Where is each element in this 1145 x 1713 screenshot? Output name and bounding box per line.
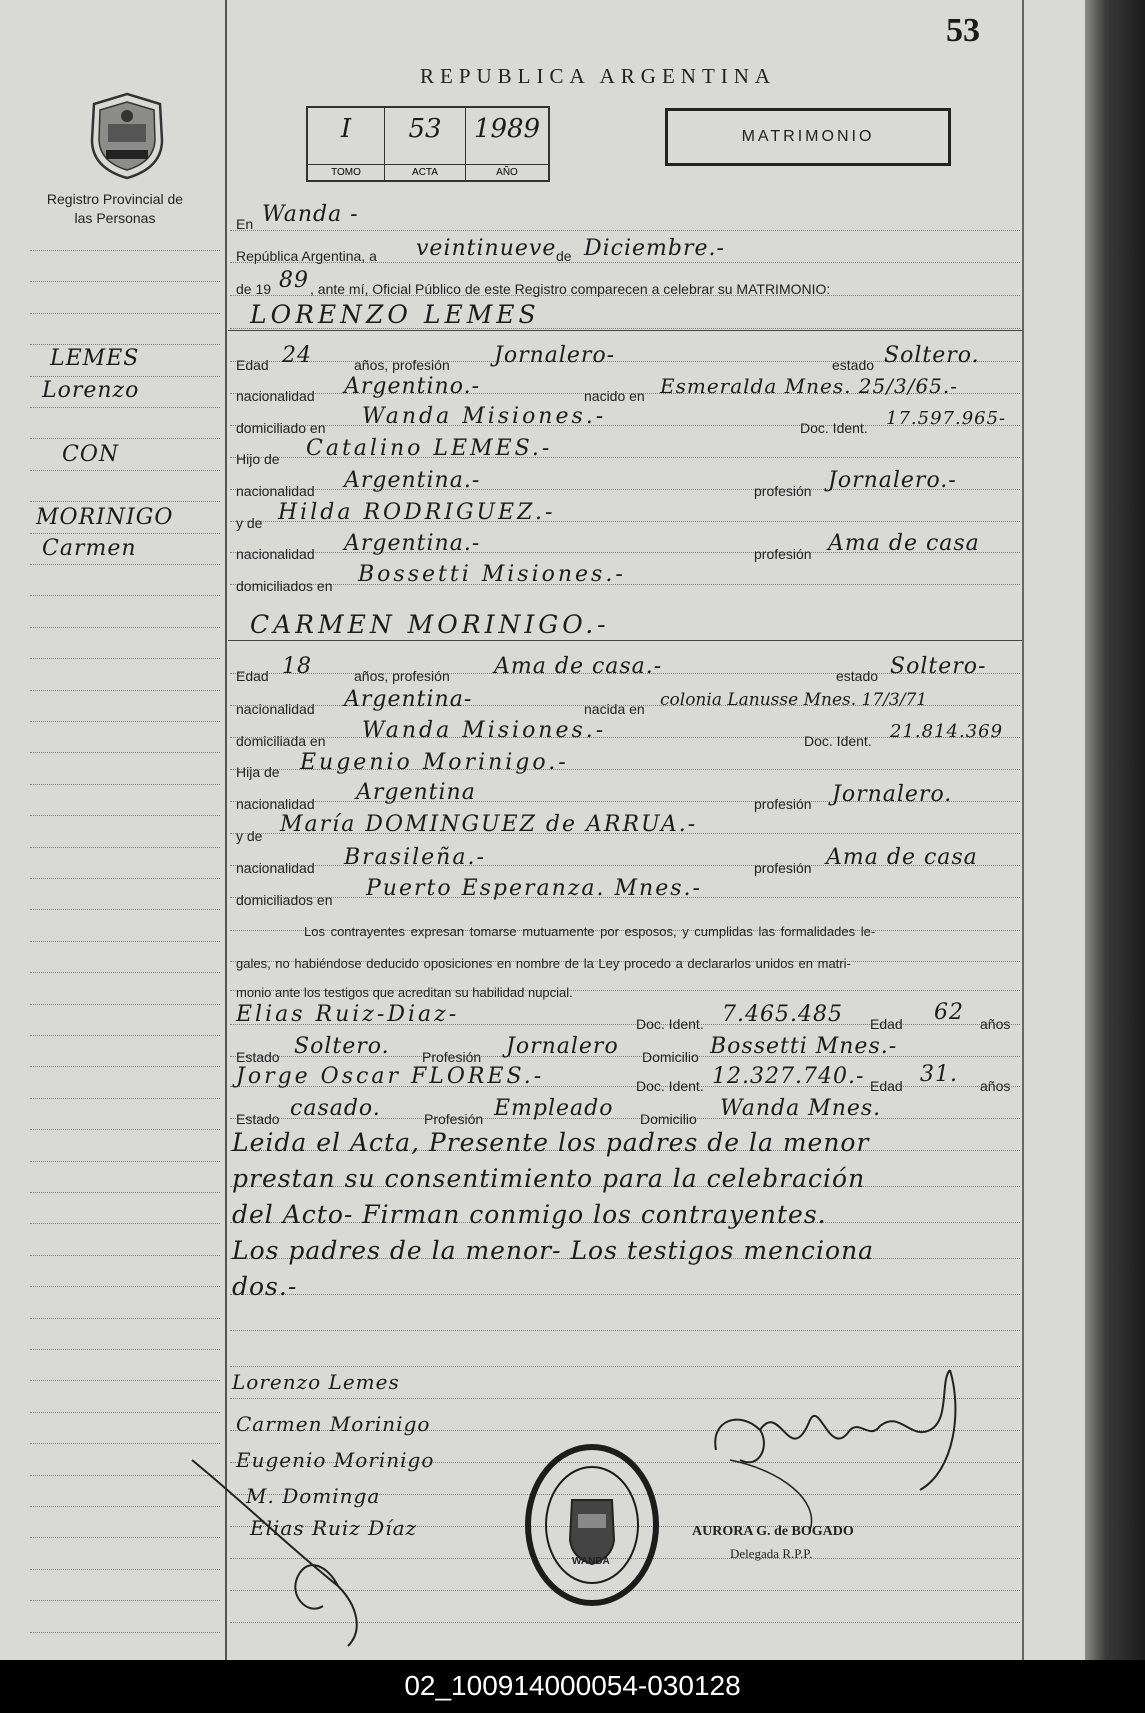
bride-doc-label: Doc. Ident.: [804, 733, 872, 749]
witness-doc-label: Doc. Ident.: [636, 1078, 704, 1094]
bride-yde-label: y de: [236, 828, 263, 844]
bride-madre-nac: Brasileña.-: [344, 845, 486, 870]
witness-profesion: Empleado: [494, 1096, 614, 1121]
margin-rule: [30, 564, 220, 565]
margin-rule: [30, 1318, 220, 1319]
margin-note: CON: [62, 442, 120, 467]
section-divider: [228, 330, 1022, 331]
margin-rule: [30, 1004, 220, 1005]
margin-rule: [30, 1380, 220, 1381]
declaration-line: monio ante los testigos que acreditan su habilidad nupcial.: [236, 985, 573, 1000]
bride-nacida-label: nacida en: [584, 701, 645, 717]
bride-padre: Eugenio Morinigo.-: [300, 750, 569, 775]
margin-divider: [225, 0, 227, 1660]
form-rule: [230, 230, 1020, 231]
margin-note: Lorenzo: [42, 378, 140, 403]
groom-domicilio: Wanda Misiones.-: [362, 404, 607, 429]
margin-rule: [30, 627, 220, 628]
official-signature: [700, 1360, 980, 1540]
groom-padre-prof-label: profesión: [754, 483, 812, 499]
margin-rule: [30, 941, 220, 942]
record-reference-box: [306, 106, 550, 182]
bride-madre: María DOMINGUEZ de ARRUA.-: [280, 812, 698, 837]
bride-madre-nac-label: nacionalidad: [236, 860, 315, 876]
margin-rule: [30, 1412, 220, 1413]
groom-profesion: Jornalero-: [494, 343, 616, 368]
form-rule: [230, 1294, 1020, 1295]
signature: M. Dominga: [246, 1484, 381, 1508]
margin-rule: [30, 1129, 220, 1130]
groom-madre-nac-label: nacionalidad: [236, 546, 315, 562]
anio-value: 1989: [473, 114, 541, 144]
footer-code: 02_100914000054-030128: [404, 1670, 741, 1701]
groom-nac-label: nacionalidad: [236, 388, 315, 404]
groom-padre: Catalino LEMES.-: [306, 436, 553, 461]
witness-dom-label: Domicilio: [642, 1049, 699, 1065]
groom-estado: Soltero.: [884, 343, 980, 368]
en-label: En: [236, 216, 254, 232]
act-type-box: MATRIMONIO: [665, 108, 951, 166]
groom-estado-label: estado: [832, 357, 875, 373]
note-line: prestan su consentimiento para la celebración: [232, 1164, 866, 1193]
declaration-line: gales, no habiéndose deducido oposiciones en nombre de la Ley procedo a declararlos unidos en matri-: [236, 956, 851, 971]
groom-prof-label: años, profesión: [354, 357, 450, 373]
groom-edad-label: Edad: [236, 357, 269, 373]
bride-nacionalidad: Argentina-: [344, 687, 473, 712]
margin-rule: [30, 501, 220, 502]
margin-rule: [30, 313, 220, 314]
bride-profesion: Ama de casa.-: [494, 654, 663, 679]
witness-doc: 12.327.740.-: [712, 1064, 865, 1089]
groom-edad: 24: [282, 343, 312, 368]
margin-rule: [30, 407, 220, 408]
acta-label: ACTA: [385, 164, 465, 178]
witness-doc: 7.465.485: [722, 1002, 843, 1027]
margin-rule: [30, 1161, 220, 1162]
year-suffix: 89: [279, 268, 309, 293]
month-value: Diciembre.-: [584, 236, 725, 261]
republica-label: República Argentina, a: [236, 248, 377, 264]
groom-dom-label: domiciliado en: [236, 420, 326, 436]
book-binding-edge: [1085, 0, 1145, 1660]
margin-rule: [30, 1443, 220, 1444]
bride-dom-label: domiciliada en: [236, 733, 326, 749]
groom-padre-nac: Argentina.-: [344, 468, 481, 493]
groom-nacionalidad: Argentino.-: [344, 374, 481, 399]
margin-rule: [30, 1098, 220, 1099]
bride-doms-label: domiciliados en: [236, 892, 333, 908]
groom-name: LORENZO LEMES: [250, 300, 540, 329]
witness-estado-label: Estado: [236, 1049, 280, 1065]
groom-madre-nac: Argentina.-: [344, 531, 481, 556]
groom-padres-dom: Bossetti Misiones.-: [358, 562, 626, 587]
witness-name: Elias Ruiz-Diaz-: [236, 1002, 460, 1027]
groom-madre-prof-label: profesión: [754, 546, 812, 562]
margin-rule: [30, 878, 220, 879]
margin-rule: [30, 1255, 220, 1256]
witness-name: Jorge Oscar FLORES.-: [236, 1064, 545, 1089]
witness-dom-label: Domicilio: [640, 1111, 697, 1127]
witness-anos-label: años: [980, 1016, 1011, 1032]
margin-rule: [30, 250, 220, 251]
scan-footer: [0, 1660, 1145, 1713]
country-title: REPUBLICA ARGENTINA: [420, 64, 777, 88]
groom-padre-prof: Jornalero.-: [828, 468, 957, 493]
acta-cell: [385, 108, 466, 180]
margin-note: Carmen: [42, 536, 137, 561]
de-label: de: [556, 248, 572, 264]
margin-rule: [30, 376, 220, 377]
note-line: dos.-: [232, 1272, 298, 1301]
witness-edad: 31.: [920, 1062, 958, 1087]
bride-padre-nac: Argentina: [356, 780, 476, 805]
margin-note: LEMES: [50, 346, 140, 371]
bride-estado-label: estado: [836, 668, 879, 684]
bride-edad: 18: [282, 654, 312, 679]
note-line: Leida el Acta, Presente los padres de la menor: [232, 1128, 870, 1157]
groom-yde-label: y de: [236, 515, 263, 531]
declaration-line: Los contrayentes expresan tomarse mutuamente por esposos, y cumplidas las formalidades le-: [304, 924, 876, 939]
witness-prof-label: Profesión: [424, 1111, 484, 1127]
groom-doc: 17.597.965-: [886, 408, 1007, 429]
right-border: [1022, 0, 1024, 1660]
witness-estado: casado.: [290, 1096, 381, 1121]
witness-estado-label: Estado: [236, 1111, 280, 1127]
bride-padres-dom: Puerto Esperanza. Mnes.-: [366, 876, 702, 901]
margin-rule: [30, 847, 220, 848]
bride-padre-nac-label: nacionalidad: [236, 796, 315, 812]
bride-nac-label: nacionalidad: [236, 701, 315, 717]
margin-rule: [30, 658, 220, 659]
witness-edad-label: Edad: [870, 1078, 903, 1094]
witness-anos-label: años: [980, 1078, 1011, 1094]
margin-rule: [30, 721, 220, 722]
groom-madre: Hilda RODRIGUEZ.-: [278, 500, 556, 525]
margin-note: MORINIGO: [36, 505, 174, 530]
bride-madre-prof-label: profesión: [754, 860, 812, 876]
witness-domicilio: Bossetti Mnes.-: [710, 1034, 898, 1059]
bride-madre-prof: Ama de casa: [826, 845, 978, 870]
bride-prof-label: años, profesión: [354, 668, 450, 684]
groom-doc-label: Doc. Ident.: [800, 420, 868, 436]
registry-label: Registro Provincial de las Personas: [46, 191, 184, 226]
bride-edad-label: Edad: [236, 668, 269, 684]
margin-rule: [30, 1286, 220, 1287]
bride-estado: Soltero-: [890, 654, 987, 679]
margin-rule: [30, 1066, 220, 1067]
margin-rule: [30, 533, 220, 534]
signature: Elias Ruiz Díaz: [250, 1516, 418, 1540]
witness-doc-label: Doc. Ident.: [636, 1016, 704, 1032]
margin-rule: [30, 595, 220, 596]
margin-rule: [30, 690, 220, 691]
groom-nacido: Esmeralda Mnes. 25/3/65.-: [660, 374, 959, 398]
bride-domicilio: Wanda Misiones.-: [362, 718, 607, 743]
groom-hijo-label: Hijo de: [236, 451, 280, 467]
anio-cell: [466, 108, 548, 180]
signature: Lorenzo Lemes: [232, 1370, 400, 1394]
place-value: Wanda -: [262, 202, 359, 227]
note-line: del Acto- Firman conmigo los contrayentes.: [232, 1200, 827, 1229]
bride-padre-prof-label: profesión: [754, 796, 812, 812]
statement: , ante mí, Oficial Público de este Registro comparecen a celebrar su MATRIMONIO:: [310, 281, 831, 297]
tomo-cell: [308, 108, 385, 180]
tomo-value: I: [340, 114, 352, 144]
official-role: Delegada R.P.P.: [730, 1546, 813, 1561]
official-name: AURORA G. de BOGADO: [692, 1524, 854, 1539]
bride-hija-label: Hija de: [236, 764, 280, 780]
acta-value: 53: [408, 114, 442, 144]
bride-name: CARMEN MORINIGO.-: [250, 610, 610, 639]
note-line: Los padres de la menor- Los testigos menciona: [232, 1236, 875, 1265]
margin-rule: [30, 972, 220, 973]
tomo-label: TOMO: [308, 164, 384, 178]
margin-rule: [30, 1223, 220, 1224]
bride-nacida: colonia Lanusse Mnes. 17/3/71: [660, 690, 928, 710]
groom-padre-nac-label: nacionalidad: [236, 483, 315, 499]
crest-icon: [82, 90, 172, 182]
margin-rule: [30, 438, 220, 439]
witness-edad: 62: [934, 1000, 964, 1025]
margin-rule: [30, 784, 220, 785]
signature: Carmen Morinigo: [236, 1412, 431, 1436]
groom-doms-label: domiciliados en: [236, 578, 333, 594]
groom-madre-prof: Ama de casa: [828, 531, 980, 556]
margin-rule: [30, 1192, 220, 1193]
groom-nacido-label: nacido en: [584, 388, 645, 404]
seal-text-bottom: WANDA: [572, 1556, 610, 1567]
margin-rule: [30, 1349, 220, 1350]
signature: Eugenio Morinigo: [236, 1448, 435, 1472]
witness-profesion: Jornalero: [506, 1034, 619, 1059]
bride-padre-prof: Jornalero.: [832, 782, 953, 807]
witness-domicilio: Wanda Mnes.: [720, 1096, 882, 1121]
day-value: veintinueve: [416, 236, 557, 261]
signature-stroke: [188, 1456, 408, 1656]
form-rule: [230, 1330, 1020, 1331]
page-number: 53: [946, 12, 980, 49]
margin-rule: [30, 281, 220, 282]
margin-rule: [30, 909, 220, 910]
bride-doc: 21.814.369: [890, 721, 1004, 742]
witness-edad-label: Edad: [870, 1016, 903, 1032]
anio-label: AÑO: [466, 164, 548, 178]
margin-rule: [30, 815, 220, 816]
margin-rule: [30, 752, 220, 753]
witness-estado: Soltero.: [294, 1034, 390, 1059]
margin-rule: [30, 470, 220, 471]
margin-rule: [30, 344, 220, 345]
margin-rule: [30, 1035, 220, 1036]
year-prefix: de 19: [236, 281, 272, 297]
section-divider: [228, 640, 1022, 641]
witness-prof-label: Profesión: [422, 1049, 482, 1065]
